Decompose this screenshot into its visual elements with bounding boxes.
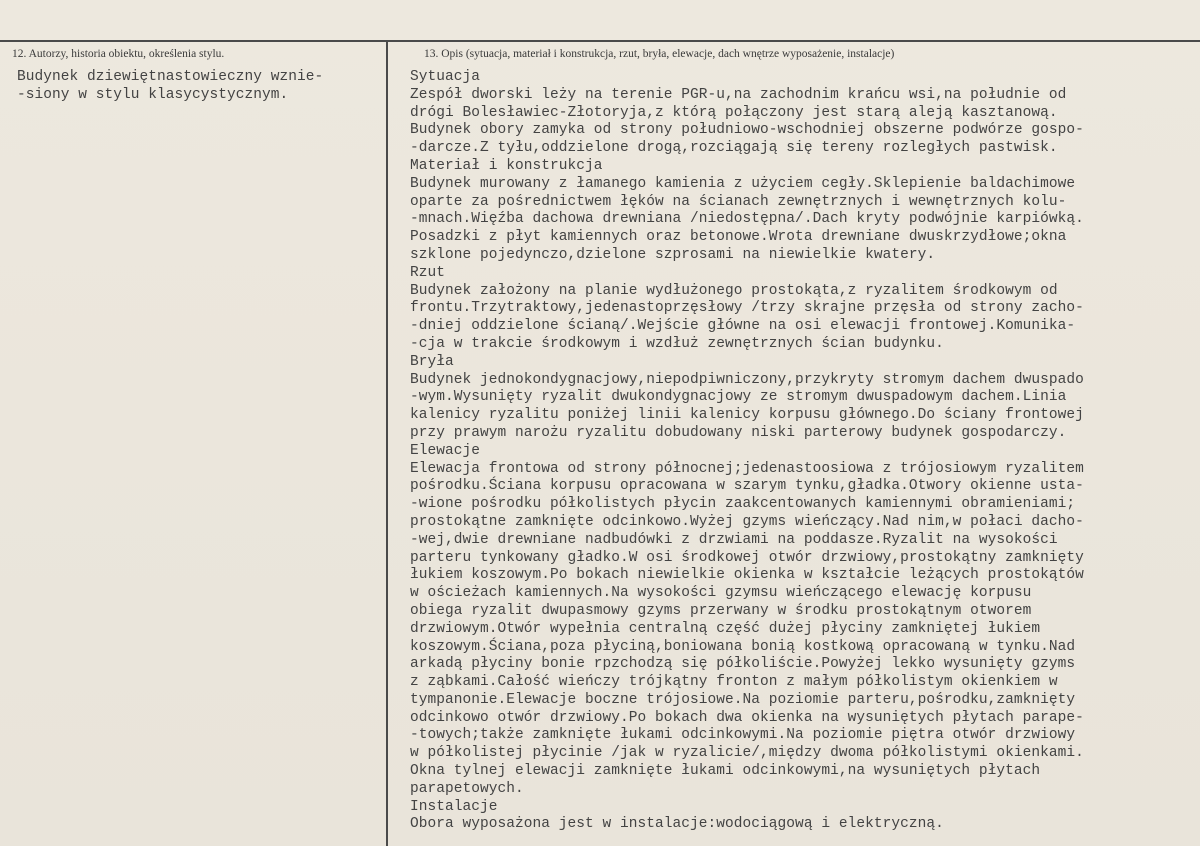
left-column-text bbox=[17, 69, 323, 105]
typed-line: Posadzki z płyt kamiennych oraz betonowe.Wrota drewniane dwuskrzydłowe;okna bbox=[410, 229, 1067, 246]
typed-line: pośrodku.Ściana korpusu opracowana w szarym tynku,gładka.Otwory okienne usta- bbox=[410, 478, 1084, 495]
typed-line: Budynek obory zamyka od strony południowo-wschodniej obszerne podwórze gospo- bbox=[410, 122, 1084, 139]
typed-line: Elewacja frontowa od strony północnej;jedenastoosiowa z trójosiowym ryzalitem bbox=[410, 460, 1084, 477]
typed-line: w ościeżach kamiennych.Na wysokości gzymsu wieńczącego elewację korpusu bbox=[410, 585, 1032, 602]
typed-line: łukiem koszowym.Po bokach niewielkie okienka w kształcie leżących prostokątów bbox=[410, 567, 1084, 584]
top-rule bbox=[0, 40, 1200, 42]
typed-line: Okna tylnej elewacji zamknięte łukami odcinkowymi,na wysuniętych płytach bbox=[410, 763, 1041, 780]
typed-line: Bryła bbox=[410, 353, 454, 370]
typed-line: frontu.Trzytraktowy,jedenastoprzęsłowy /trzy skrajne przęsła od strony zacho- bbox=[410, 300, 1084, 317]
typed-line: Budynek założony na planie wydłużonego prostokąta,z ryzalitem środkowym od bbox=[410, 282, 1058, 299]
column-divider bbox=[386, 40, 388, 846]
typed-line: -darcze.Z tyłu,oddzielone drogą,rozciągają się tereny rozległych pastwisk. bbox=[410, 140, 1058, 157]
typed-line: parteru tynkowany gładko.W osi środkowej otwór drzwiowy,prostokątny zamknięty bbox=[410, 549, 1084, 566]
typed-line: -wione pośrodku półkolistych płycin zaakcentowanych kamiennymi obramieniami; bbox=[410, 496, 1076, 513]
typed-line: -cja w trakcie środkowym i wzdłuż zewnętrznych ścian budynku. bbox=[410, 335, 944, 352]
typed-line: parapetowych. bbox=[410, 780, 524, 797]
typed-line: Budynek jednokondygnacjowy,niepodpiwniczony,przykryty stromym dachem dwuspado bbox=[410, 371, 1084, 388]
typed-line: -mnach.Więźba dachowa drewniana /niedostępna/.Dach kryty podwójnie karpiówką. bbox=[410, 211, 1084, 228]
typed-line: szklone pojedynczo,dzielone szprosami na niewielkie kwatery. bbox=[410, 246, 936, 263]
typed-line: Sytuacja bbox=[410, 69, 481, 85]
typed-line: obiega ryzalit dwupasmowy gzyms przerwany w środku prostokątnym otworem bbox=[410, 602, 1032, 619]
typed-line: w półkolistej płycinie /jak w ryzalicie/,między dwoma półkolistymi okienkami. bbox=[410, 745, 1084, 762]
typed-line: Obora wyposażona jest w instalacje:wodociągową i elektryczną. bbox=[410, 816, 944, 833]
right-column-header: 13. Opis (sytuacja, materiał i konstrukcja, rzut, bryła, elewacje, dach wnętrze wyposażenie, instalacje) bbox=[424, 48, 895, 60]
typed-line: Elewacje bbox=[410, 442, 481, 459]
typed-line: -wej,dwie drewniane nadbudówki z drzwiami na poddasze.Ryzalit na wysokości bbox=[410, 531, 1058, 548]
typed-line: tympanonie.Elewacje boczne trójosiowe.Na poziomie parteru,pośrodku,zamknięty bbox=[410, 691, 1076, 708]
left-column-header: 12. Autorzy, historia obiektu, określenia stylu. bbox=[12, 48, 225, 60]
typed-line: odcinkowo otwór drzwiowy.Po bokach dwa okienka na wysuniętych płytach parape- bbox=[410, 709, 1084, 726]
typed-line: -towych;także zamknięte łukami odcinkowymi.Na poziomie piętra otwór drzwiowy bbox=[410, 727, 1076, 744]
typed-line: drzwiowym.Otwór wypełnia centralną część dużej płyciny zamkniętej łukiem bbox=[410, 620, 1041, 637]
typed-line: -siony w stylu klasycystycznym. bbox=[17, 86, 289, 103]
typed-line: prostokątne zamknięte odcinkowo.Wyżej gzyms wieńczący.Nad nim,w połaci dacho- bbox=[410, 513, 1084, 530]
typed-line: -dniej oddzielone ścianą/.Wejście główne na osi elewacji frontowej.Komunika- bbox=[410, 318, 1076, 335]
typed-line: Budynek dziewiętnastowieczny wznie- bbox=[17, 69, 324, 85]
typed-line: z ząbkami.Całość wieńczy trójkątny fronton z małym półkolistym okienkiem w bbox=[410, 674, 1058, 691]
typed-line: -wym.Wysunięty ryzalit dwukondygnacjowy ze stromym dwuspadowym dachem.Linia bbox=[410, 389, 1067, 406]
typed-line: drógi Bolesławiec-Złotoryja,z którą połączony jest starą aleją kasztanową. bbox=[410, 104, 1058, 121]
typed-line: oparte za pośrednictwem łęków na ścianach zewnętrznych i wewnętrznych kolu- bbox=[410, 193, 1067, 210]
typed-line: Rzut bbox=[410, 264, 446, 281]
typed-line: Zespół dworski leży na terenie PGR-u,na zachodnim krańcu wsi,na południe od bbox=[410, 86, 1067, 103]
typed-line: przy prawym narożu ryzalitu dobudowany niski parterowy budynek gospodarczy. bbox=[410, 424, 1067, 441]
typed-line: Instalacje bbox=[410, 798, 498, 815]
typed-line: Budynek murowany z łamanego kamienia z użyciem cegły.Sklepienie baldachimowe bbox=[410, 175, 1076, 192]
typed-line: koszowym.Ściana,poza płyciną,boniowana bonią kostkową opracowaną w tynku.Nad bbox=[410, 638, 1076, 655]
typed-line: Materiał i konstrukcja bbox=[410, 157, 603, 174]
right-column-text bbox=[410, 69, 1196, 834]
typed-line: arkadą płyciny bonie rpzchodzą się półkoliście.Powyżej lekko wysunięty gzyms bbox=[410, 656, 1076, 673]
typed-line: kalenicy ryzalitu poniżej linii kalenicy korpusu głównego.Do ściany frontowej bbox=[410, 407, 1084, 424]
